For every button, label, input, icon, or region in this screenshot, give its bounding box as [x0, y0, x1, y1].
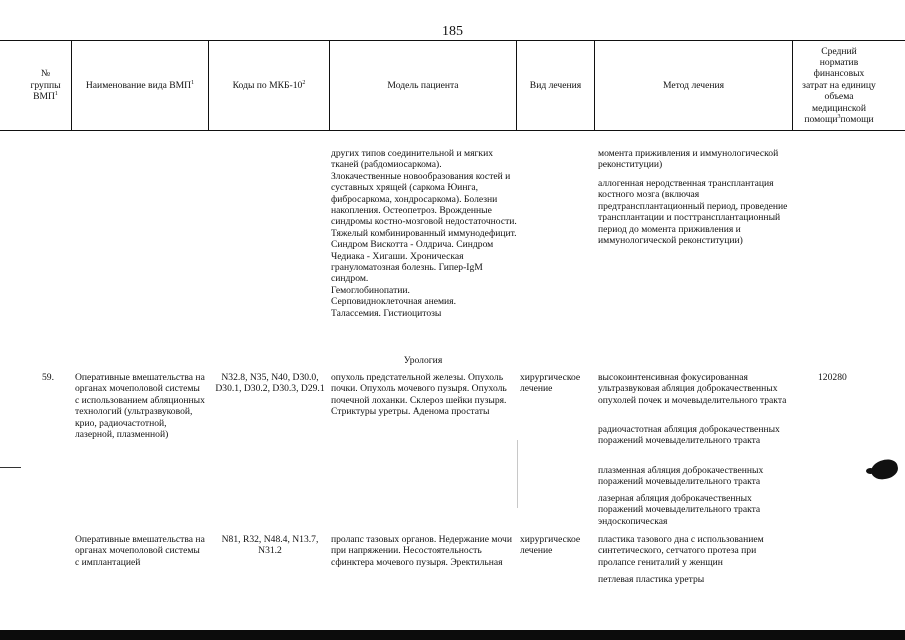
row-vmp-name: Оперативные вмешательства на органах мочеполовой системы с использованием абляционных технологий (ультразвуковой, крио, радиочастотной, лазерной, плазменной) — [75, 372, 205, 441]
row-average-cost: 120280 — [818, 372, 847, 383]
continuation-patient-model: других типов соединительной и мягких тканей (рабдомиосаркома). Злокачественные новообразования костей и суставных хрящей (саркома Юинга, фибросаркома, хондросаркома). Болезни накопления. Остеопетроз. Врожденные синдромы костно-мозговой недостаточности. Тяжелый комбинированный иммунодефицит. Синдром Вискотта - Олдрича. Синдром Чедиака - Хигаши. Хроническая грануломатозная болезнь. Гипер-IgM синдром. Гемоглобинопатии. Серповидноклеточная анемия. Талассемия. Гистиоцитозы — [331, 148, 517, 319]
ink-blot — [866, 468, 875, 474]
header-patient-model: Модель пациента — [387, 79, 459, 91]
row-icd-codes: N32.8, N35, N40, D30.0, D30.1, D30.2, D30.3, D29.1 — [215, 372, 325, 395]
row-method-4: лазерная абляция доброкачественных поражений мочевыделительного тракта эндоскопическая — [598, 493, 761, 527]
section-title: Урология — [403, 355, 443, 366]
header-vmp-name: Наименование вида ВМП$^1$ — [85, 79, 195, 91]
row-vmp-name: Оперативные вмешательства на органах мочеполовой системы с имплантацией — [75, 534, 205, 568]
row-method-3: плазменная абляция доброкачественных поражений мочевыделительного тракта — [598, 465, 764, 488]
header-icd-codes: Коды по МКБ-$10^2$ — [232, 79, 306, 91]
row-method-1: высокоинтенсивная фокусированная ультразвуковая абляция доброкачественных опухолей почек и мочевыделительного тракта — [598, 372, 787, 406]
scan-bottom-edge — [0, 630, 905, 640]
row-method-2: петлевая пластика уретры — [598, 574, 705, 585]
continuation-method-1: момента приживления и иммунологической реконституции) — [598, 148, 779, 171]
row-number: 59. — [42, 372, 54, 383]
row-treatment-type: хирургическое лечение — [520, 534, 581, 557]
header-average-cost: Средний норматив финансовых затрат на единицу объема медицинской помощи$^3$помощи — [802, 45, 876, 126]
continuation-method-2: аллогенная неродственная трансплантация костного мозга (включая предтрансплантационный период, проведение трансплантации и посттрансплантационный период до момента приживления и иммунологической реконституции) — [598, 178, 788, 247]
header-bottom-rule — [0, 130, 905, 131]
header-group-number: № группы ВМП$^1$ — [30, 68, 61, 103]
margin-scan-mark — [0, 467, 21, 468]
row-patient-model: опухоль предстательной железы. Опухоль почки. Опухоль мочевого пузыря. Опухоль почечной лоханки. Склероз шейки пузыря. Стриктуры уретры. Аденома простаты — [331, 372, 507, 418]
row-treatment-type: хирургическое лечение — [520, 372, 581, 395]
page-number: 185 — [442, 24, 463, 39]
row-method-2: радиочастотная абляция доброкачественных поражений мочевыделительного тракта — [598, 424, 780, 447]
row-method-1: пластика тазового дна с использованием синтетического, сетчатого протеза при пролапсе гениталий у женщин — [598, 534, 764, 568]
row-patient-model: пролапс тазовых органов. Недержание мочи при напряжении. Несостоятельность сфинктера мочевого пузыря. Эректильная — [331, 534, 513, 568]
faint-scan-line — [517, 440, 518, 508]
header-treatment-method: Метод лечения — [662, 79, 725, 91]
row-icd-codes: N81, R32, N48.4, N13.7, N31.2 — [221, 534, 319, 557]
header-treatment-type: Вид лечения — [529, 79, 582, 91]
